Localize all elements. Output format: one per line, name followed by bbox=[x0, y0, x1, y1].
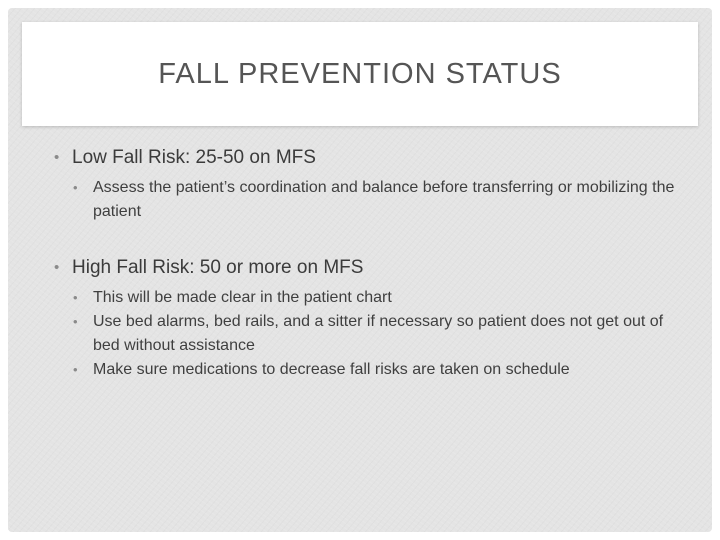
bullet-low-fall-risk bbox=[52, 144, 692, 172]
sub-list-low-fall-risk bbox=[52, 176, 692, 224]
spacer bbox=[52, 224, 692, 254]
sub-list-high-fall-risk bbox=[52, 286, 692, 382]
sub-bullet-text: Assess the patient’s coordination and balance before transferring or mobilizing the patient bbox=[93, 179, 675, 220]
bullet-dot: • bbox=[73, 290, 78, 305]
slide-background bbox=[8, 8, 712, 532]
sub-bullet-text: Use bed alarms, bed rails, and a sitter if necessary so patient does not get out of bed without assistance bbox=[93, 313, 664, 354]
title-box bbox=[22, 22, 698, 126]
bullet-dot: • bbox=[73, 362, 78, 377]
bullet-dot: • bbox=[54, 259, 60, 276]
sub-bullet-text: This will be made clear in the patient chart bbox=[93, 289, 392, 306]
sub-bullet bbox=[52, 358, 692, 382]
sub-bullet-text: Make sure medications to decrease fall risks are taken on schedule bbox=[93, 361, 570, 378]
sub-bullet bbox=[52, 176, 692, 224]
bullet-text: High Fall Risk: 50 or more on MFS bbox=[72, 257, 364, 278]
bullet-dot: • bbox=[73, 180, 78, 195]
bullet-dot: • bbox=[73, 314, 78, 329]
bullet-text: Low Fall Risk: 25-50 on MFS bbox=[72, 147, 316, 168]
slide-title: FALL PREVENTION STATUS bbox=[158, 57, 562, 90]
slide-content bbox=[52, 144, 692, 382]
sub-bullet bbox=[52, 310, 692, 358]
bullet-dot: • bbox=[54, 149, 60, 166]
bullet-high-fall-risk bbox=[52, 254, 692, 282]
sub-bullet bbox=[52, 286, 692, 310]
